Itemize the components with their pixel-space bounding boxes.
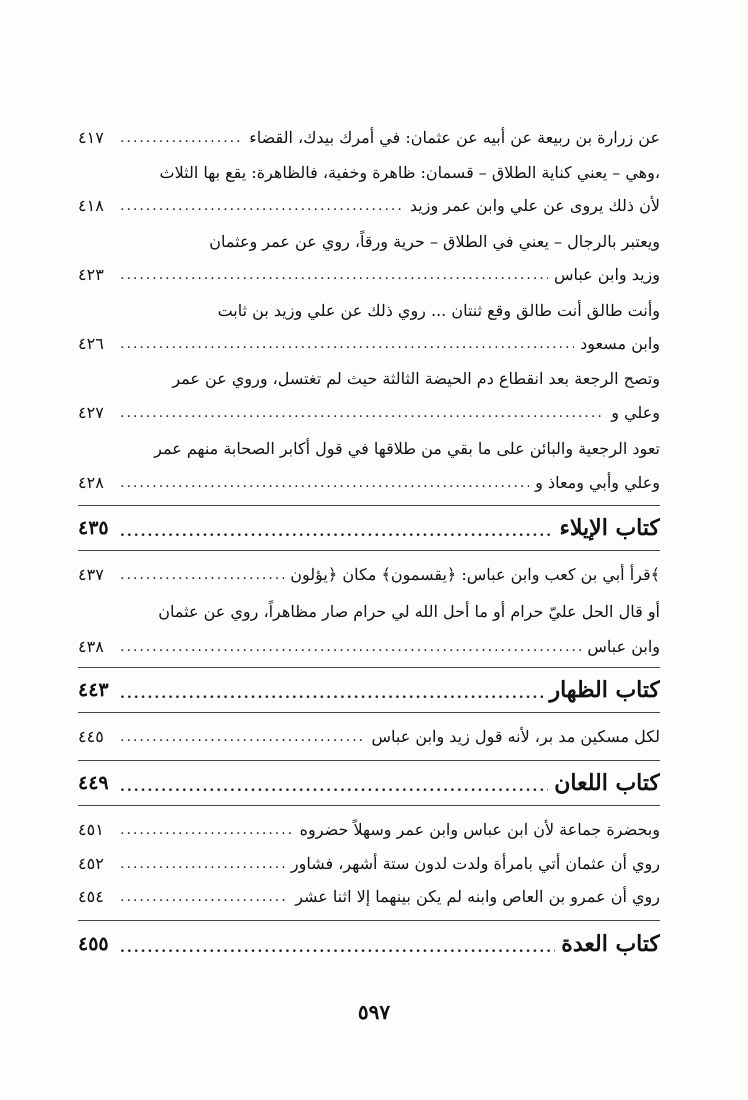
leader-dots [120,198,404,220]
leader-dots [120,475,529,497]
chapter-title: كتاب الإيلاء [559,515,660,541]
entry-page-number: ٤٣٧ [78,564,104,584]
entry-page-number: ٤٢٨ [78,472,104,492]
entry-text: ويعتبر بالرجال – يعني في الطلاق – حرية ورقاً، روي عن عمر وعثمان [209,231,660,251]
index-entry [78,721,660,751]
leader-dots [120,567,284,589]
entry-page-number: ٤٥١ [78,819,104,839]
leader-dots [120,686,543,708]
section-divider [78,920,660,921]
leader-dots [120,336,574,358]
index-entry-continuation [78,226,660,256]
entry-page-number: ٤٢٧ [78,402,104,422]
entry-page-number: ٤١٧ [78,127,104,147]
entry-text: قرأ أبي بن كعب وابن عباس: ﴿يقسمون﴾ مكان ﴿يؤلون﴾ [290,564,660,584]
leader-dots [120,130,243,152]
leader-dots [120,940,555,962]
chapter-page-number: ٤٥٥ [78,933,109,955]
index-entry [78,467,660,497]
entry-text: لكل مسكين مد بر، لأنه قول زيد وابن عباس [371,726,660,746]
entry-text: وزيد وابن عباس [553,264,660,284]
leader-dots [120,889,289,911]
chapter-heading [78,926,660,962]
chapter-page-number: ٤٣٥ [78,517,109,539]
index-entry-continuation [78,157,660,187]
index-entry [78,814,660,844]
index-entry [78,631,660,661]
leader-dots [120,524,554,546]
leader-dots [120,856,285,878]
index-entry [78,190,660,220]
leader-dots [120,267,548,289]
page-number: ٥٩٧ [357,1000,391,1024]
index-entry [78,881,660,911]
entry-text: أو قال الحل عليّ حرام أو ما أحل الله لي حرام صار مظاهراً، روي عن عثمان [158,601,660,621]
chapter-page-number: ٤٤٩ [78,772,109,794]
chapter-page-number: ٤٤٣ [78,679,109,701]
chapter-heading [78,672,660,708]
index-entry-continuation [78,363,660,393]
entry-text: وأنت طالق أنت طالق وقع ثنتان ... روي ذلك عن علي وزيد بن ثابت [217,300,660,320]
entry-page-number: ٤٥٤ [78,886,104,906]
chapter-heading [78,765,660,801]
section-divider [78,667,660,668]
entry-text: روي أن عثمان أتي بامرأة ولدت لدون ستة أشهر، فشاور [290,853,660,873]
entry-page-number: ٤١٨ [78,195,104,215]
entry-page-number: ٤٣٨ [78,636,104,656]
section-divider [78,760,660,761]
index-entry [78,848,660,878]
entry-page-number: ٤٢٦ [78,333,104,353]
index-entry [78,397,660,427]
index-entry-continuation [78,295,660,325]
index-entry [78,559,660,589]
entry-text: وهي – يعني كناية الطلاق – قسمان: ظاهرة وخفية، فالظاهرة: يقع بها الثلاث، [159,162,660,182]
chapter-title: كتاب الظهار [549,677,660,703]
entry-page-number: ٤٤٥ [78,726,104,746]
entry-text: وابن عباس [587,636,660,656]
entry-page-number: ٤٢٣ [78,264,104,284]
entry-text: لأن ذلك يروى عن علي وابن عمر وزيد [409,195,660,215]
entry-text: وابن مسعود [580,333,660,353]
entry-page-number: ٤٥٢ [78,853,104,873]
index-entry-continuation [78,596,660,626]
leader-dots [120,779,548,801]
index-entry [78,259,660,289]
entry-text: وتصح الرجعة بعد انقطاع دم الحيضة الثالثة حيث لم تغتسل، وروي عن عمر [172,368,660,388]
leader-dots [120,729,366,751]
chapter-title: كتاب اللعان [554,770,660,796]
chapter-title: كتاب العدة [561,931,660,957]
section-divider [78,505,660,506]
section-divider [78,550,660,551]
chapter-heading [78,510,660,546]
index-entry [78,122,660,152]
section-divider [78,712,660,713]
entry-text: عن زرارة بن ربيعة عن أبيه عن عثمان: في أمرك بيدك، القضاء [249,127,660,147]
leader-dots [120,405,605,427]
index-entry-continuation [78,433,660,463]
leader-dots [120,822,294,844]
entry-text: وبحضرة جماعة لأن ابن عباس وابن عمر وسهلاً حضروه [299,819,660,839]
entry-text: وعلي وأبي ومعاذ و [535,472,660,492]
entry-text: تعود الرجعية والبائن على ما بقي من طلاقها في قول أكابر الصحابة منهم عمر [154,438,660,458]
entry-text: روي أن عمرو بن العاص وابنه لم يكن بينهما إلا اثنا عشر [295,886,660,906]
index-entry [78,328,660,358]
section-divider [78,805,660,806]
leader-dots [120,639,581,661]
entry-text: وعلي و [611,402,660,422]
